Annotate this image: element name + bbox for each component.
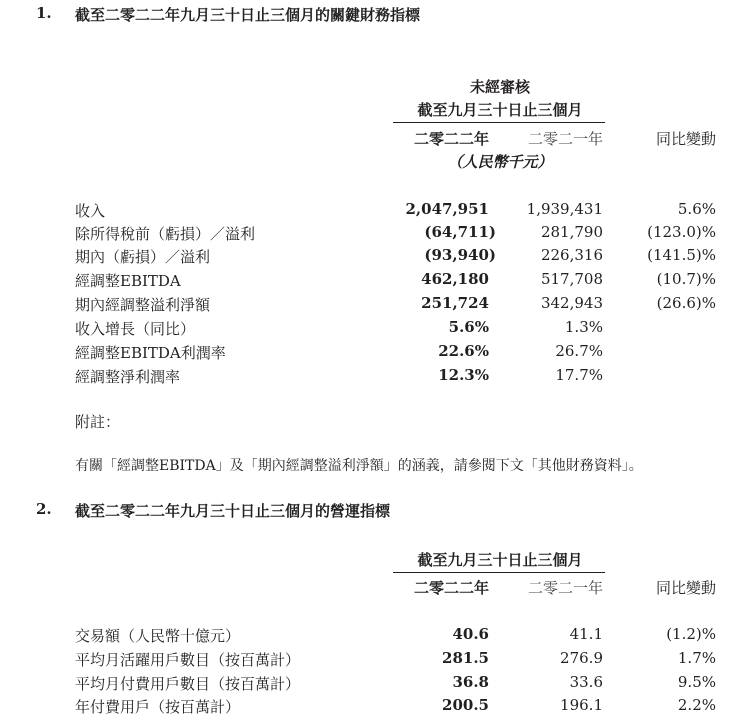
section-2-number: 2. [36,500,52,518]
row-label: 交易額（人民幣十億元） [75,627,241,645]
period-header-2: 截至九月三十日止三個月 [417,551,583,569]
col-yoy-header-2: 同比變動 [655,579,716,597]
value-2022: 200.5 [442,696,489,714]
value-2022: 36.8 [452,673,489,691]
unit-label: （人民幣千元） [447,153,553,171]
value-2021: 517,708 [540,270,603,288]
value-2022: 40.6 [452,625,489,643]
col-yoy-header: 同比變動 [655,130,716,148]
table-row [0,625,749,647]
value-2021: 1.3% [564,318,603,336]
row-label: 經調整EBITDA [75,272,181,290]
table-row [0,649,749,671]
value-yoy: 5.6% [677,200,716,218]
table-row [0,294,749,316]
value-2021: 196.1 [560,696,603,714]
table-row [0,318,749,340]
row-label: 經調整淨利潤率 [75,368,181,386]
period-header: 截至九月三十日止三個月 [417,101,583,119]
row-label: 期內經調整溢利淨額 [75,296,211,314]
value-2022: 22.6% [438,342,489,360]
value-2021: 1,939,431 [526,200,603,218]
value-2022: 462,180 [421,270,489,288]
value-2021: 26.7% [555,342,603,360]
value-yoy: (26.6)% [656,294,716,312]
unaudited-header: 未經審核 [469,78,530,96]
value-2021: 276.9 [560,649,603,667]
value-2021: 33.6 [569,673,603,691]
table-row [0,696,749,718]
table-row [0,270,749,292]
section-2-title: 截至二零二二年九月三十日止三個月的營運指標 [75,502,391,520]
section-1-number: 1. [36,4,52,22]
value-2022: 2,047,951 [405,200,489,218]
table-row [0,246,749,268]
value-yoy: (141.5)% [647,246,716,264]
value-2022: (93,940) [424,246,496,264]
table-row [0,366,749,388]
col-2022-header: 二零二二年 [413,130,489,148]
table-row [0,200,749,222]
row-label: 收入 [75,202,106,220]
value-2021: 41.1 [569,625,603,643]
col-2022-header-2: 二零二二年 [413,579,489,597]
value-yoy: (1.2)% [666,625,716,643]
note-heading: 附註： [75,413,121,431]
col-2021-header-2: 二零二一年 [527,579,603,597]
table-row [0,342,749,364]
value-yoy: 2.2% [677,696,716,714]
value-yoy: 1.7% [677,649,716,667]
value-2021: 17.7% [555,366,603,384]
value-yoy: (123.0)% [647,223,716,241]
value-2021: 281,790 [540,223,603,241]
row-label: 經調整EBITDA利潤率 [75,344,226,362]
value-2022: 5.6% [448,318,489,336]
row-label: 除所得稅前（虧損）／溢利 [75,225,256,243]
value-2021: 226,316 [540,246,603,264]
row-label: 收入增長（同比） [75,320,196,338]
value-2022: 251,724 [421,294,489,312]
note-text: 有關「經調整EBITDA」及「期內經調整溢利淨額」的涵義，請參閱下文「其他財務資料」。 [75,458,643,474]
table-row [0,673,749,695]
value-2022: (64,711) [424,223,496,241]
value-2022: 12.3% [438,366,489,384]
section-1-title: 截至二零二二年九月三十日止三個月的關鍵財務指標 [75,6,421,24]
col-2021-header: 二零二一年 [527,130,603,148]
value-yoy: (10.7)% [656,270,716,288]
header-rule-2 [393,572,605,573]
header-rule [393,122,605,123]
row-label: 平均月活躍用戶數目（按百萬計） [75,651,301,669]
value-2021: 342,943 [540,294,603,312]
row-label: 期內（虧損）／溢利 [75,248,211,266]
row-label: 年付費用戶（按百萬計） [75,698,241,716]
row-label: 平均月付費用戶數目（按百萬計） [75,675,301,693]
table-row [0,223,749,245]
value-2022: 281.5 [442,649,489,667]
value-yoy: 9.5% [677,673,716,691]
